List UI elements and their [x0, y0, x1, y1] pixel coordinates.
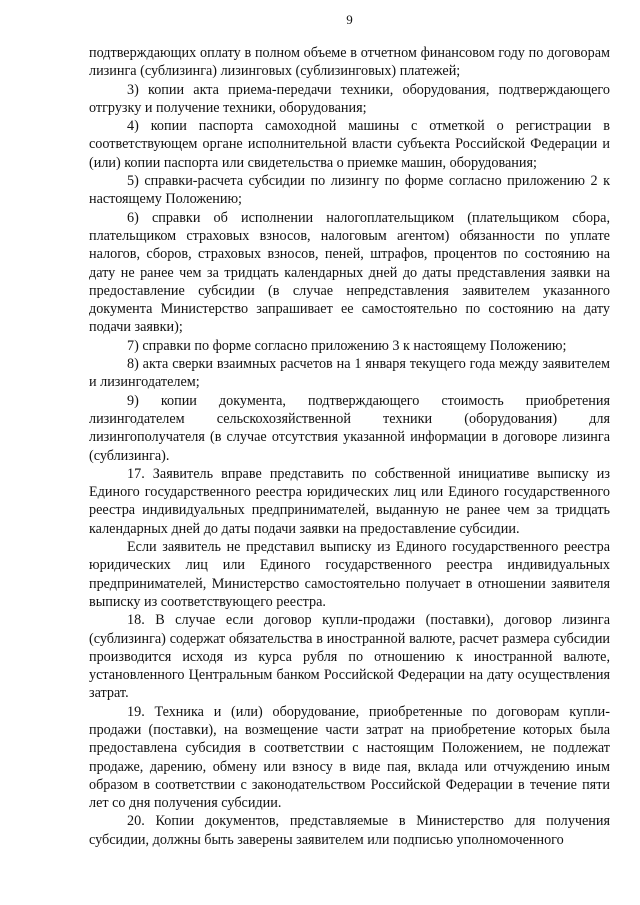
paragraph: 7) справки по форме согласно приложению 3 к настоящему Положению; — [127, 337, 567, 354]
page-number: 9 — [346, 12, 353, 27]
paragraph: 9) копии документа, подтверждающего стоимость приобретения лизингодателем сельскохозяйственной техники (оборудования) для лизингополучателя (в случае отсутствия указанной информации в договоре лизинга (сублизинга). — [89, 392, 610, 464]
paragraph: 3) копии акта приема-передачи техники, оборудования, подтверждающего отгрузку и получение техники, оборудования; — [89, 81, 610, 116]
paragraph: 5) справки-расчета субсидии по лизингу по форме согласно приложению 2 к настоящему Положению; — [89, 173, 610, 208]
paragraph: 4) копии паспорта самоходной машины с отметкой о регистрации в соответствующем органе исполнительной власти субъекта Российской Федерации и (или) копии паспорта или свидетельства о приемке машин, оборудования; — [89, 118, 610, 171]
paragraph: 8) акта сверки взаимных расчетов на 1 января текущего года между заявителем и лизингодателем; — [89, 356, 610, 391]
paragraph: подтверждающих оплату в полном объеме в отчетном финансовом году по договорам лизинга (сублизинга) лизинговых (сублизинговых) платежей; — [89, 45, 610, 80]
paragraph: 20. Копии документов, представляемые в Министерство для получения субсидии, должны быть заверены заявителем или подписью уполномоченного — [89, 813, 610, 848]
paragraph: 17. Заявитель вправе представить по собственной инициативе выписку из Единого государственного реестра юридических лиц или Единого государственного реестра индивидуальных предпринимателей, выданную не ранее чем за тридцать календарных дней до даты подачи заявки на предоставление субсидии. — [89, 465, 610, 537]
paragraph: 6) справки об исполнении налогоплательщиком (плательщиком сбора, плательщиком страховых взносов, налоговым агентом) обязанности по уплате налогов, сборов, страховых взносов, пеней, штрафов, процентов по состоянию на дату не ранее чем за тридцать календарных дней до даты представления заявки на предоставление субсидии (в случае непредставления заявителем указанного документа Министерство запрашивает ее самостоятельно по состоянию на дату подачи заявки); — [89, 209, 610, 336]
document-body — [89, 44, 610, 849]
paragraph: 18. В случае если договор купли-продажи (поставки), договор лизинга (сублизинга) содержат обязательства в иностранной валюте, расчет размера субсидии производится исходя из курса рубля по отношению к иностранной валюте, установленного Центральным банком Российской Федерации на дату осуществления затрат. — [89, 612, 610, 702]
paragraph: 19. Техника и (или) оборудование, приобретенные по договорам купли-продажи (поставки), на возмещение части затрат на приобретение которых была предоставлена субсидия в соответствии с настоящим Положением, не подлежат продаже, дарению, обмену или взносу в виде пая, вклада или отчуждению иным образом в соответствии с законодательством Российской Федерации в течение пяти лет со дня получения субсидии. — [89, 703, 610, 812]
paragraph: Если заявитель не представил выписку из Единого государственного реестра юридических лиц или Единого государственного реестра индивидуальных предпринимателей, Министерство самостоятельно получает в отношении заявителя выписку из соответствующего реестра. — [89, 539, 610, 610]
